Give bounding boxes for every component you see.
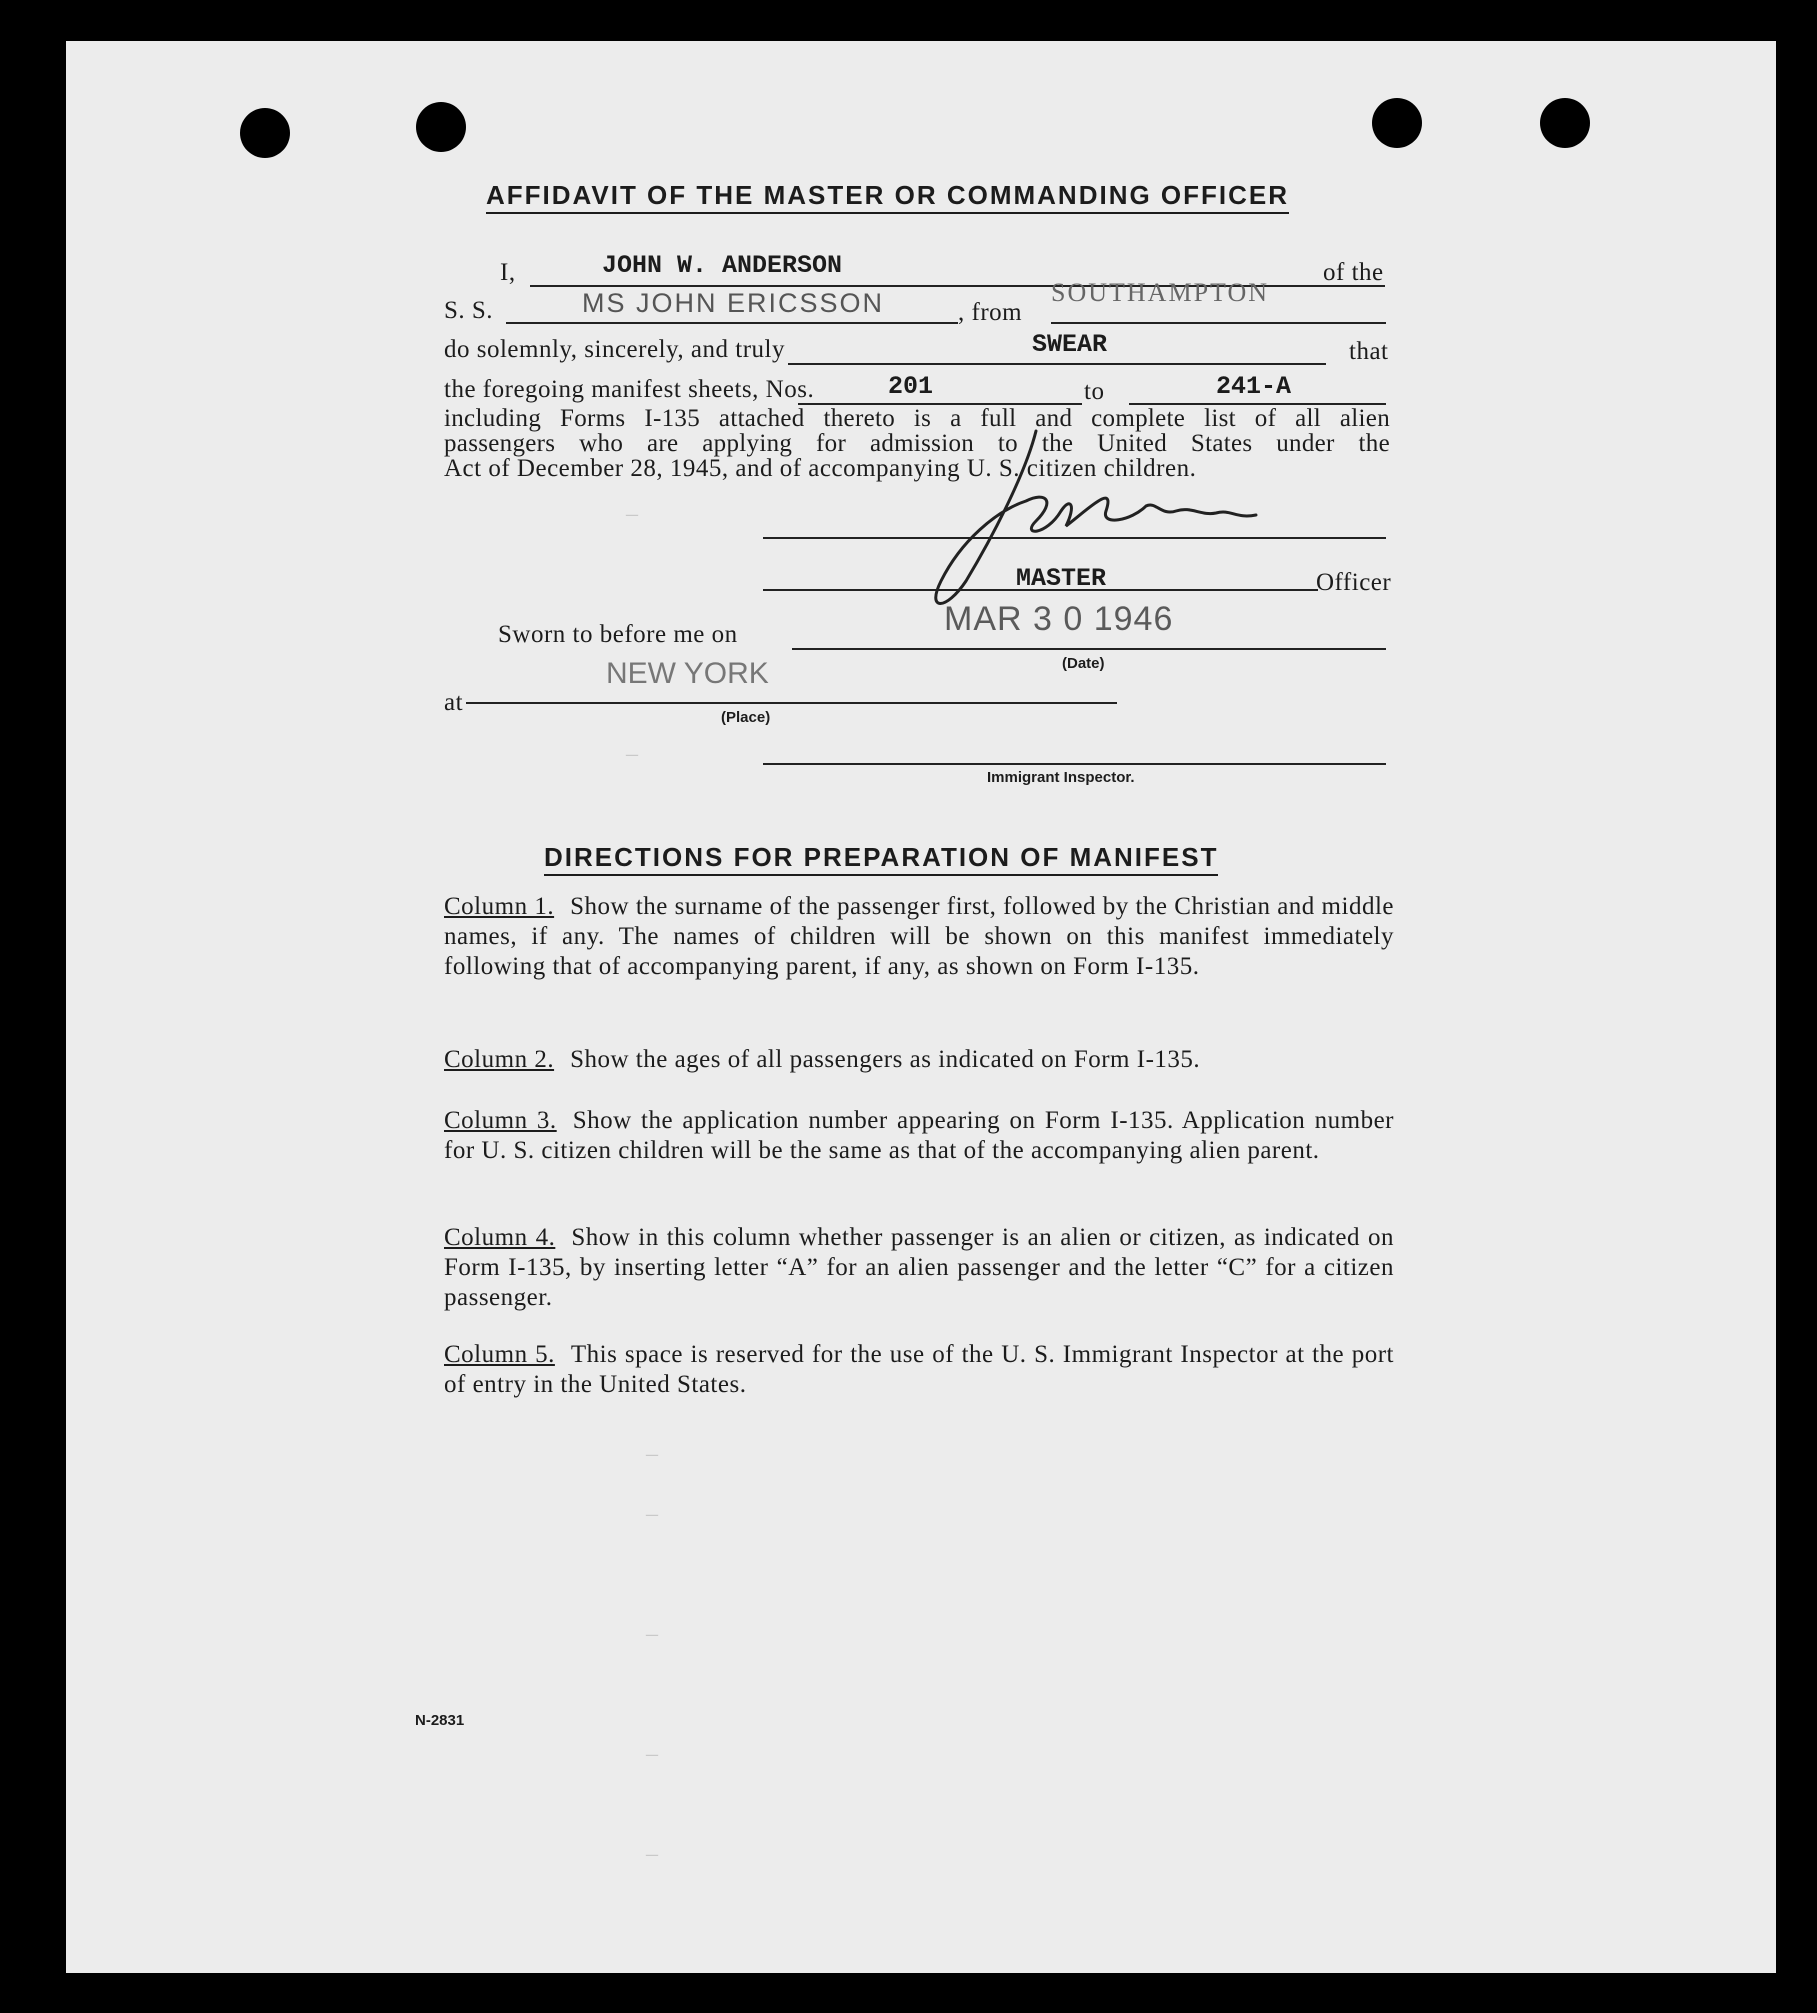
inspector-caption: Immigrant Inspector.	[987, 769, 1135, 786]
punch-hole	[416, 102, 466, 152]
at-label: at	[444, 689, 464, 716]
oath-word: SWEAR	[1032, 330, 1108, 359]
signature-mark	[886, 411, 1306, 631]
of-the-label: of the	[1323, 259, 1384, 286]
bleed-through-mark: –	[646, 1441, 658, 1467]
punch-hole	[1540, 98, 1590, 148]
bleed-through-mark: –	[626, 741, 638, 767]
document-page	[66, 41, 1776, 1973]
oath-line	[788, 363, 1326, 365]
column-text: Show the surname of the passenger first, followed by the Christian and middle names, if any. The names of children will be shown on this manifest immediately following that of accompanying parent, if any, as shown on Form I-135.	[444, 893, 1394, 980]
column-label: Column 5.	[444, 1341, 555, 1368]
sworn-text: Sworn to before me on	[498, 621, 738, 648]
to-label: to	[1084, 378, 1105, 405]
solemnly-text: do solemnly, sincerely, and truly	[444, 336, 785, 363]
bleed-through-mark: –	[646, 1841, 658, 1867]
direction-column-3	[444, 1106, 1394, 1166]
column-label: Column 1.	[444, 893, 555, 920]
bleed-through-mark: –	[646, 1741, 658, 1767]
officer-label: Officer	[1316, 569, 1392, 596]
ss-label: S. S.	[444, 297, 494, 324]
master-name: JOHN W. ANDERSON	[602, 251, 843, 280]
place-line	[466, 702, 1117, 704]
punch-hole	[1372, 98, 1422, 148]
column-text: Show in this column whether passenger is an alien or citizen, as indicated on Form I-135, by inserting letter “A” for an alien passenger and the letter “C” for a citizen passenger.	[444, 1224, 1394, 1311]
that-label: that	[1349, 338, 1389, 365]
date-line	[792, 648, 1386, 650]
date-caption: (Date)	[1062, 655, 1105, 672]
column-label: Column 2.	[444, 1046, 555, 1073]
affidavit-body-line: passengers who are applying for admission to the United States under the	[444, 430, 1390, 457]
place-caption: (Place)	[721, 709, 771, 726]
column-label: Column 3.	[444, 1107, 557, 1134]
manifest-text: the foregoing manifest sheets, Nos.	[444, 376, 815, 403]
signature-text	[1076, 509, 1082, 510]
signature-line	[763, 537, 1386, 539]
bleed-through-mark: –	[626, 501, 638, 527]
affidavit-body-line: including Forms I-135 attached thereto is a full and complete list of all alien	[444, 405, 1390, 432]
direction-column-2	[444, 1045, 1394, 1075]
bleed-through-mark: –	[646, 1621, 658, 1647]
directions-title: DIRECTIONS FOR PREPARATION OF MANIFEST	[544, 842, 1218, 876]
column-text: This space is reserved for the use of the U. S. Immigrant Inspector at the port of entry in the United States.	[444, 1341, 1394, 1398]
port-from-line	[1051, 322, 1386, 324]
punch-hole	[240, 108, 290, 158]
sheet-from: 201	[888, 372, 934, 401]
inspector-line	[763, 763, 1386, 765]
bleed-through-mark: –	[646, 1501, 658, 1527]
column-label: Column 4.	[444, 1224, 556, 1251]
column-text: Show the application number appearing on Form I-135. Application number for U. S. citizen children will be the same as that of the accompanying alien parent.	[444, 1107, 1394, 1164]
direction-column-4	[444, 1223, 1394, 1313]
i-label: I,	[500, 259, 516, 286]
ship-name-line	[506, 322, 958, 324]
from-label: , from	[958, 299, 1023, 326]
place-stamp: NEW YORK	[606, 657, 769, 690]
form-number: N-2831	[415, 1712, 465, 1729]
ship-name-stamp: MS JOHN ERICSSON	[582, 288, 885, 318]
sheet-to: 241-A	[1216, 372, 1292, 401]
direction-column-5	[444, 1340, 1394, 1400]
date-stamp: MAR 3 0 1946	[944, 600, 1174, 638]
direction-column-1	[444, 892, 1394, 982]
port-from-stamp: SOUTHAMPTON	[1051, 278, 1269, 307]
affidavit-body-line: Act of December 28, 1945, and of accompanying U. S. citizen children.	[444, 455, 1197, 482]
column-text: Show the ages of all passengers as indicated on Form I-135.	[570, 1046, 1201, 1073]
rank: MASTER	[1016, 564, 1107, 593]
affidavit-title: AFFIDAVIT OF THE MASTER OR COMMANDING OFFICER	[486, 180, 1289, 214]
